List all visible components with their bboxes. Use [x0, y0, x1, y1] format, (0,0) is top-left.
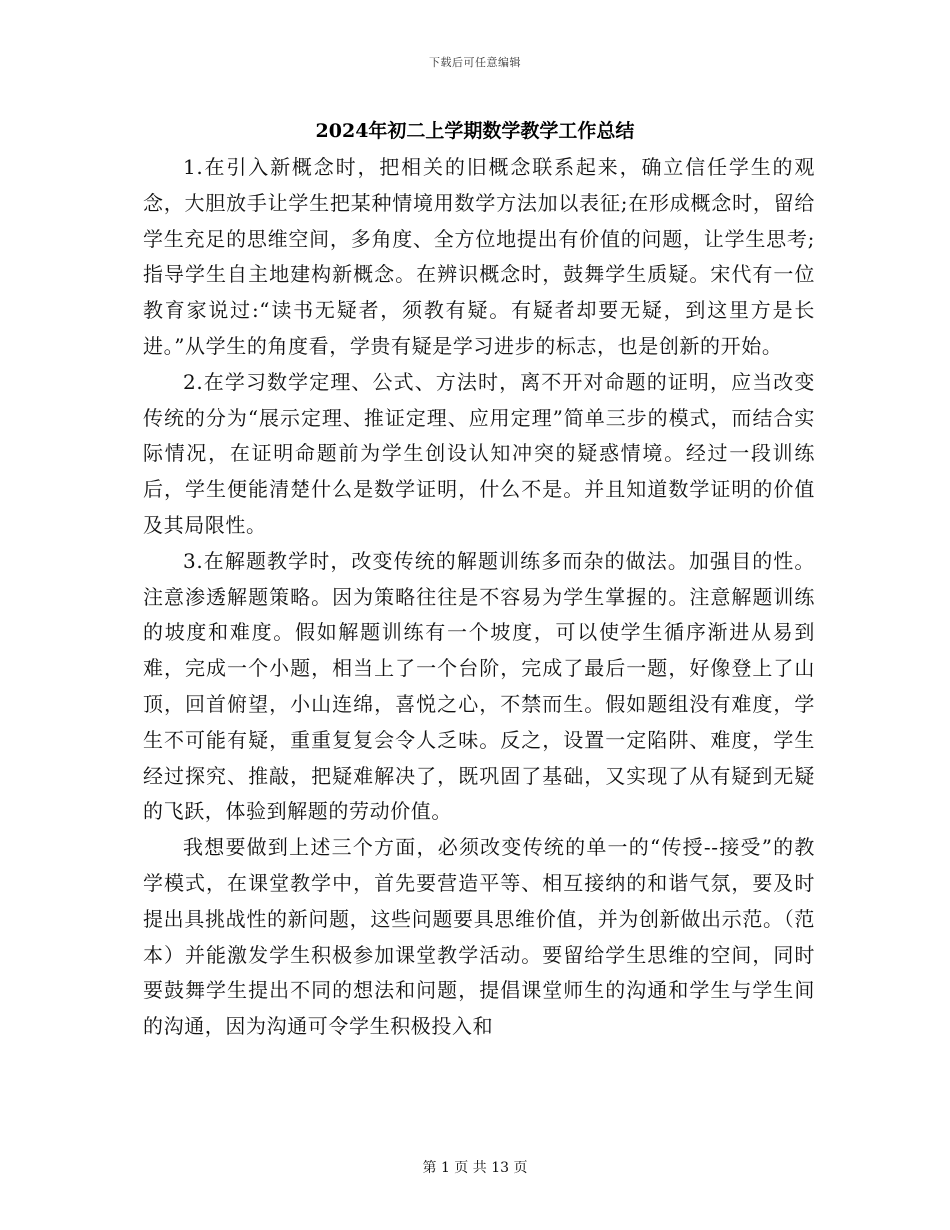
page-number: 第 1 页 共 13 页 — [422, 1160, 528, 1176]
document-title: 2024年初二上学期数学教学工作总结 — [315, 120, 635, 142]
paragraph-4: 我想要做到上述三个方面，必须改变传统的单一的“传授--接受”的教学模式，在课堂教学中，首先要营造平等、相互接纳的和谐气氛，要及时提出具挑战性的新问题，这些问题要具思维价值，并为创新做出示范。（范本）并能激发学生积极参加课堂教学活动。要留给学生思维的空间，同时要鼓舞学生提出不同的想法和问题，提倡课堂师生的沟通和学生与学生间的沟通，因为沟通可令学生积极投入和 — [143, 835, 815, 1039]
paragraph-2: 2.在学习数学定理、公式、方法时，离不开对命题的证明，应当改变传统的分为“展示定理、推证定理、应用定理”简单三步的模式，而结合实际情况，在证明命题前为学生创设认知冲突的疑惑情境。经过一段训练后，学生便能清楚什么是数学证明，什么不是。并且知道数学证明的价值及其局限性。 — [143, 369, 815, 537]
paragraph-3: 3.在解题教学时，改变传统的解题训练多而杂的做法。加强目的性。注意渗透解题策略。因为策略往往是不容易为学生掌握的。注意解题训练的坡度和难度。假如解题训练有一个坡度，可以使学生循序渐进从易到难，完成一个小题，相当上了一个台阶，完成了最后一题，好像登上了山顶，回首俯望，小山连绵，喜悦之心，不禁而生。假如题组没有难度，学生不可能有疑，重重复复会令人乏味。反之，设置一定陷阱、难度，学生经过探究、推敲，把疑难解决了，既巩固了基础，又实现了从有疑到无疑的飞跃，体验到解题的劳动价值。 — [143, 548, 815, 824]
page-header-note: 下载后可任意编辑 — [429, 56, 521, 69]
document-body — [143, 150, 815, 1045]
paragraph-1: 1.在引入新概念时，把相关的旧概念联系起来，确立信任学生的观念，大胆放手让学生把某种情境用数学方法加以表征;在形成概念时，留给学生充足的思维空间，多角度、全方位地提出有价值的问题，让学生思考;指导学生自主地建构新概念。在辨识概念时，鼓舞学生质疑。宋代有一位教育家说过:“读书无疑者，须教有疑。有疑者却要无疑，到这里方是长进。”从学生的角度看，学贵有疑是学习进步的标志，也是创新的开始。 — [143, 155, 815, 358]
